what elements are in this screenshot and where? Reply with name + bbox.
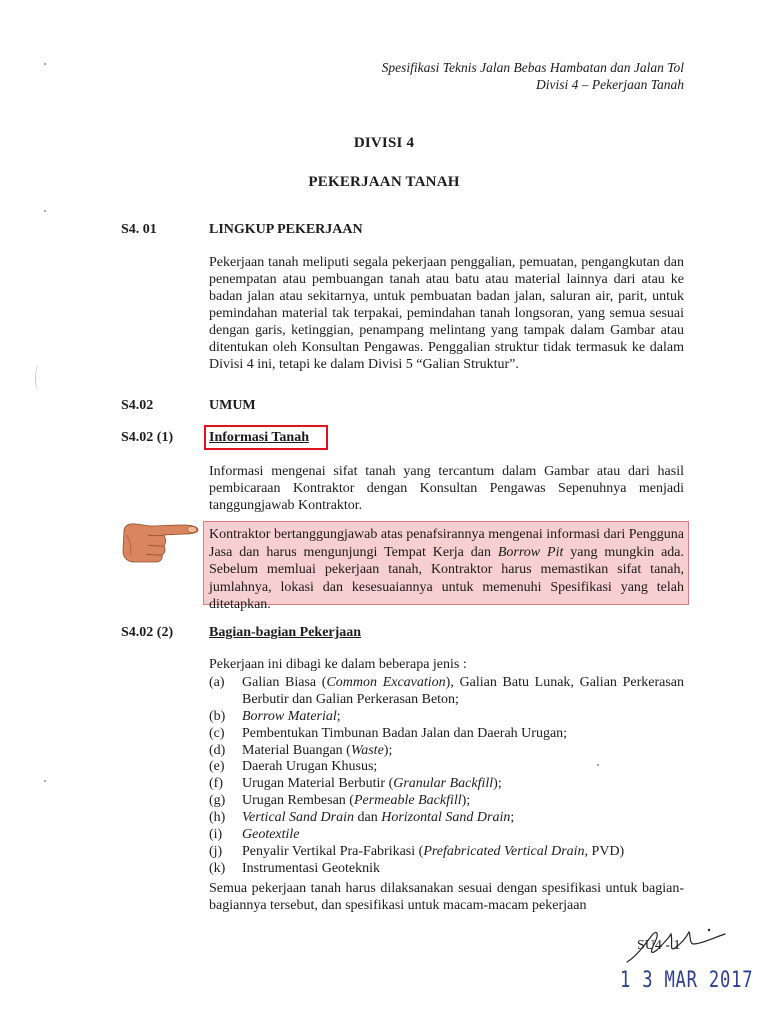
list-item-text-part: Granular Backfill (393, 776, 494, 792)
list-item (209, 709, 684, 726)
list-item-letter: (h) (209, 810, 226, 826)
section-heading-informasi-tanah: Informasi Tanah (209, 430, 309, 445)
pointing-hand-icon (120, 515, 202, 567)
highlight-text-italic: Borrow Pit (497, 544, 564, 560)
division-title: PEKERJAAN TANAH (308, 174, 460, 190)
list-item-text-part: Instrumentasi Geoteknik (242, 860, 381, 876)
list-item-letter: (c) (209, 725, 225, 741)
list-item-text-part: Vertical Sand Drain (242, 810, 354, 826)
section-closing-paragraph: Semua pekerjaan tanah harus dilaksanakan sesuai dengan spesifikasi untuk bagian-bagiannya tersebut, dan spesifikasi untuk macam-macam pekerjaan (209, 881, 684, 913)
list-item-text-part: ); (493, 776, 502, 792)
list-item-text (242, 810, 684, 827)
list-item-text-part: ); (383, 742, 393, 758)
list-item-letter: (d) (209, 742, 226, 758)
list-item-text-part: Galian Biasa ( (242, 674, 327, 690)
list-item (209, 810, 684, 827)
work-types-list (209, 657, 684, 878)
list-intro: Pekerjaan ini dibagi ke dalam beberapa jenis : (209, 657, 467, 672)
list-item (209, 675, 684, 709)
list-item-letter: (a) (209, 674, 225, 690)
list-item-text-part: Daerah Urugan Khusus; (242, 759, 378, 775)
list-item-text-part: Urugan Material Berbutir ( (242, 776, 394, 792)
list-item-text-part: Material Buangan ( (242, 742, 351, 758)
scan-speck (44, 210, 46, 212)
page-number: SU4 - 1 (637, 938, 681, 953)
list-item-text-part: ); (461, 793, 471, 809)
highlight-text-a: Kontraktor bertanggungjawab atas penafsirannya mengenai informasi dari Pengguna Jasa dan harus mengunjungi Tempat Kerja dan (209, 527, 684, 560)
list-item (209, 726, 684, 743)
received-date-stamp: 1 3 MAR 2017 (620, 968, 754, 993)
list-item (209, 844, 684, 861)
list-item-text (242, 743, 684, 760)
list-item-letter: (e) (209, 759, 225, 775)
division-number: DIVISI 4 (353, 135, 415, 151)
section-code-s4-02-2: S4.02 (2) (121, 625, 174, 640)
list-item-letter: (k) (209, 860, 226, 876)
list-item-text-part: Pembentukan Timbunan Badan Jalan dan Daerah Urugan; (242, 725, 568, 741)
list-item-letter: (b) (209, 708, 226, 724)
list-item-text (242, 709, 684, 726)
list-item-text-part: Urugan Rembesan ( (242, 793, 354, 809)
section-heading-bagian-pekerjaan: Bagian-bagian Pekerjaan (209, 625, 362, 640)
highlighted-paragraph (209, 526, 684, 614)
section-code-s4-01: S4. 01 (121, 222, 157, 237)
list-item-text-part: ; (510, 810, 515, 826)
running-header-division: Divisi 4 – Pekerjaan Tanah (536, 77, 684, 92)
list-item-text (242, 675, 684, 709)
scan-speck (44, 780, 46, 782)
list-item-text (242, 776, 684, 793)
section-heading-lingkup: LINGKUP PEKERJAAN (209, 222, 363, 237)
list-item (209, 759, 684, 776)
list-item (209, 861, 684, 878)
list-item (209, 827, 684, 844)
list-item-text-part: Horizontal Sand Drain (381, 810, 511, 826)
list-items (209, 675, 684, 878)
list-item-text-part: Permeable Backfill (353, 793, 462, 809)
list-item-text-part: Geotextile (242, 827, 300, 843)
list-item-text-part: ; (336, 708, 341, 724)
list-item-text (242, 793, 684, 810)
list-item-text-part: Borrow Material (242, 708, 337, 724)
section-body-lingkup: Pekerjaan tanah meliputi segala pekerjaan penggalian, pemuatan, pengangkutan dan penempatan atau pembuangan tanah atau batu atau material lainnya dari atau ke badan jalan atau sekitarnya, untuk pembuatan badan jalan, saluran air, parit, untuk pemindahan material tak terpakai, pemindahan tanah longsoran, yang semua sesuai dengan garis, ketinggian, penampang melintang yang tampak dalam Gambar atau ditentukan oleh Konsultan Pengawas. Penggalian struktur tidak termasuk ke dalam Divisi 4 ini, tetapi ke dalam Divisi 5 “Galian Struktur”. (209, 255, 684, 372)
list-item-letter: (i) (209, 827, 223, 843)
scan-speck (44, 63, 46, 65)
list-item-text-part: , PVD) (584, 843, 625, 859)
list-item-letter: (f) (209, 776, 223, 792)
section-body-informasi: Informasi mengenai sifat tanah yang tercantum dalam Gambar atau dari hasil pembicaraan Kontraktor dengan Konsultan Pengawas Sepenuhnya menjadi tanggungjawab Kontraktor. (209, 464, 684, 513)
list-item-text-part: Waste (350, 742, 384, 758)
highlight-text-b: yang mungkin ada. Sebelum memluai pekerjaan tanah, Kontraktor harus memastikan sifat tanah, jumlahnya, lokasi dan kesesuaiannya untuk memenuhi Spesifikasi yang telah ditetapkan. (209, 544, 684, 612)
list-item-letter: (g) (209, 793, 226, 809)
list-item-text (242, 844, 684, 861)
list-item (209, 793, 684, 810)
running-header-title: Spesifikasi Teknis Jalan Bebas Hambatan dan Jalan Tol (381, 60, 684, 75)
list-item-text-part: Prefabricated Vertical Drain (423, 843, 585, 859)
list-item-text-part: ), Galian Batu Lunak, Galian Perkerasan Berbutir dan Galian Perkerasan Beton; (242, 674, 684, 707)
list-item (209, 743, 684, 760)
list-item-text-part: dan (354, 810, 382, 826)
list-item-text-part: Penyalir Vertikal Pra-Fabrikasi ( (242, 843, 424, 859)
section-code-s4-02: S4.02 (121, 398, 154, 413)
list-item (209, 776, 684, 793)
signature-mark (623, 922, 731, 967)
scan-margin-mark (35, 365, 42, 391)
list-item-text (242, 726, 684, 743)
section-heading-umum: UMUM (209, 398, 256, 413)
list-item-text (242, 827, 684, 844)
list-item-text-part: Common Excavation (326, 674, 446, 690)
section-code-s4-02-1: S4.02 (1) (121, 430, 174, 445)
red-annotation-box (204, 425, 328, 450)
list-item-text (242, 759, 684, 776)
scan-speck (597, 764, 599, 766)
list-item-letter: (j) (209, 843, 223, 859)
list-item-text (242, 861, 684, 878)
